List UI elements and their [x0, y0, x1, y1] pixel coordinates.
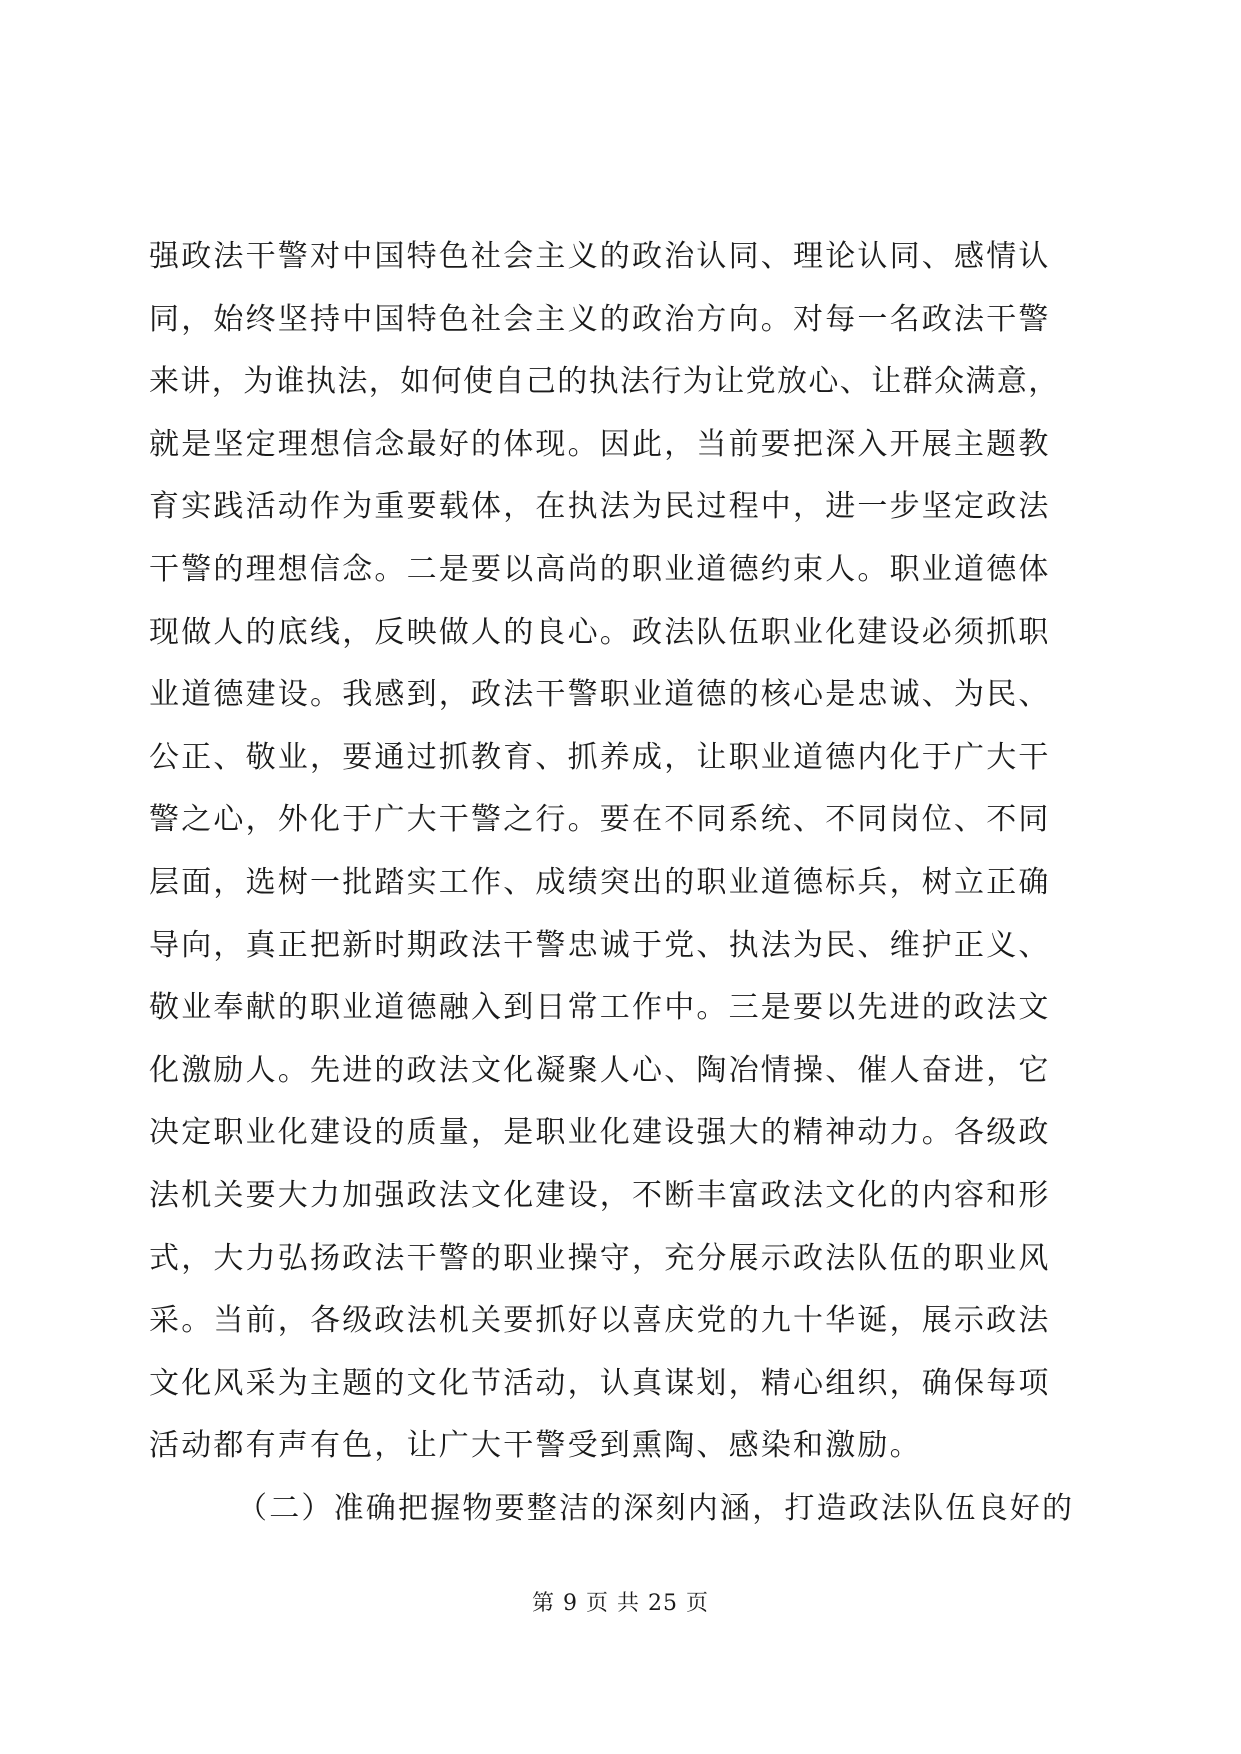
text-line: 强政法干警对中国特色社会主义的政治认同、理论认同、感情认: [149, 239, 1051, 274]
text-line: 活动都有声有色，让广大干警受到熏陶、感染和激励。: [149, 1428, 922, 1464]
text-line: 干警的理想信念。二是要以高尚的职业道德约束人。职业道德体: [149, 551, 1051, 587]
text-line: 公正、敬业，要通过抓教育、抓养成，让职业道德内化于广大干: [149, 739, 1051, 775]
text-line: 式，大力弘扬政法干警的职业操守，充分展示政法队伍的职业风: [149, 1240, 1051, 1276]
text-line: 来讲，为谁执法，如何使自己的执法行为让党放心、让群众满意，: [149, 364, 1060, 400]
text-line: 业道德建设。我感到，政法干警职业道德的核心是忠诚、为民、: [149, 677, 1051, 713]
text-line: 现做人的底线，反映做人的良心。政法队伍职业化建设必须抓职: [149, 614, 1051, 650]
text-line: 法机关要大力加强政法文化建设，不断丰富政法文化的内容和形: [149, 1177, 1051, 1213]
page-footer: 第 9 页 共 25 页: [532, 1591, 709, 1616]
text-line: 育实践活动作为重要载体，在执法为民过程中，进一步坚定政法: [149, 489, 1051, 525]
text-line: 警之心，外化于广大干警之行。要在不同系统、不同岗位、不同: [149, 802, 1051, 838]
text-line: 层面，选树一批踏实工作、成绩突出的职业道德标兵，树立正确: [149, 864, 1051, 900]
text-line: 就是坚定理想信念最好的体现。因此，当前要把深入开展主题教: [149, 426, 1051, 462]
text-line: 同，始终坚持中国特色社会主义的政治方向。对每一名政法干警: [149, 301, 1051, 337]
text-line: 文化风采为主题的文化节活动，认真谋划，精心组织，确保每项: [149, 1365, 1051, 1401]
text-line: 决定职业化建设的质量，是职业化建设强大的精神动力。各级政: [149, 1115, 1051, 1151]
text-line: 化激励人。先进的政法文化凝聚人心、陶冶情操、催人奋进，它: [149, 1052, 1051, 1088]
body-text: [149, 226, 1109, 1540]
text-line: 采。当前，各级政法机关要抓好以喜庆党的九十华诞，展示政法: [149, 1303, 1051, 1339]
section-heading: （二）准确把握物要整洁的深刻内涵，打造政法队伍良好的: [237, 1490, 1075, 1526]
text-line: 导向，真正把新时期政法干警忠诚于党、执法为民、维护正义、: [149, 927, 1051, 963]
text-line: 敬业奉献的职业道德融入到日常工作中。三是要以先进的政法文: [149, 990, 1051, 1026]
